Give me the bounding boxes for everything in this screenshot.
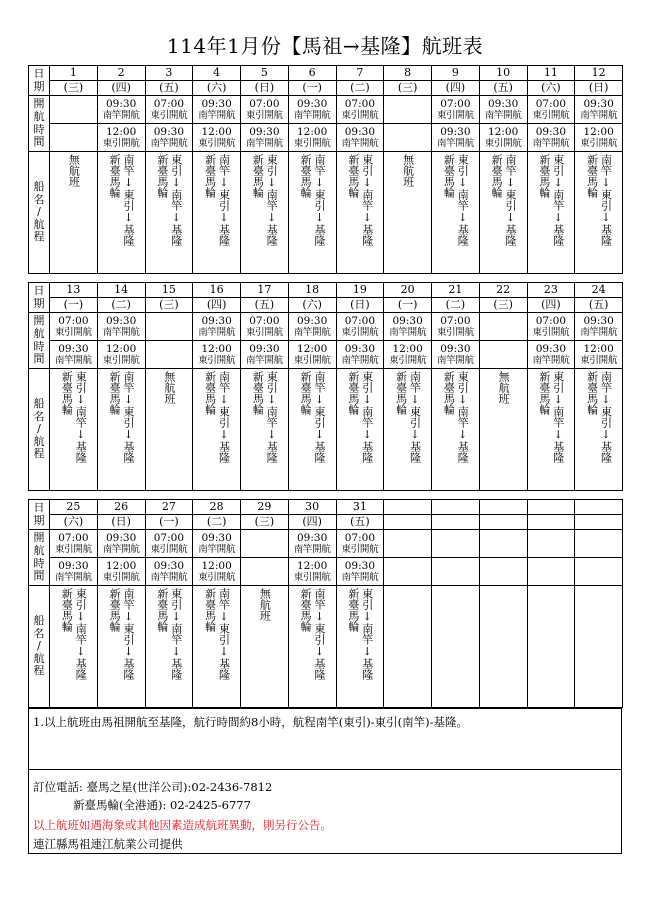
- departure-time-row-2: [29, 558, 623, 586]
- day-number-cell: 18: [288, 283, 336, 298]
- ship-route-cell: 新臺馬輪 南竿↓東引↓基隆: [288, 152, 336, 274]
- departure-cell: 09:30 南竿開航: [97, 313, 145, 341]
- departure-cell: [432, 530, 480, 558]
- day-number-cell: 29: [241, 500, 289, 515]
- schedule-table-block-2: [28, 282, 623, 491]
- departure-cell: [50, 96, 98, 124]
- departure-cell: [527, 558, 575, 586]
- departure-cell: 12:00 東引開航: [193, 341, 241, 369]
- ship-route-cell: 無航班: [241, 586, 289, 708]
- ship-route-cell: 新臺馬輪 東引↓南竿↓基隆: [432, 369, 480, 491]
- weekday-cell: [384, 515, 432, 530]
- departure-cell: 09:30 南竿開航: [288, 313, 336, 341]
- ship-route-cell: 新臺馬輪 南竿↓東引↓基隆: [97, 586, 145, 708]
- departure-cell: 09:30 南竿開航: [288, 530, 336, 558]
- departure-cell: 09:30 南竿開航: [50, 341, 98, 369]
- ship-route-cell: 新臺馬輪 東引↓南竿↓基隆: [432, 152, 480, 274]
- booking-phone-line-2: 新臺馬輪(全港通): 02-2425-6777: [73, 797, 251, 812]
- departure-cell: 12:00 東引開航: [384, 341, 432, 369]
- page-title: 114年1月份【馬祖→基隆】航班表: [166, 34, 484, 58]
- departure-cell: [527, 530, 575, 558]
- weekday-cell: (五): [336, 515, 384, 530]
- ship-route-cell: 無航班: [479, 369, 527, 491]
- departure-cell: [575, 530, 623, 558]
- departure-cell: [479, 530, 527, 558]
- ship-route-cell: 新臺馬輪 東引↓南竿↓基隆: [336, 152, 384, 274]
- weekday-cell: [527, 515, 575, 530]
- day-number-row: [29, 66, 623, 81]
- weekday-cell: [575, 515, 623, 530]
- row-label-date: 日 期: [29, 500, 50, 530]
- departure-time-row-1: [29, 313, 623, 341]
- weekday-cell: (日): [336, 298, 384, 313]
- departure-cell: [241, 530, 289, 558]
- day-number-cell: 27: [145, 500, 193, 515]
- weather-warning-note: 以上航班如遇海象或其他因素造成航班異動，則另行公告。: [33, 817, 332, 832]
- weekday-cell: (五): [575, 298, 623, 313]
- weekday-cell: (四): [288, 515, 336, 530]
- note-sailing-info: 1.以上航班由馬祖開航至基隆，航行時間約8小時，航程南竿(東引)-東引(南竿)-基隆。: [33, 715, 469, 729]
- departure-cell: 12:00 東引開航: [97, 341, 145, 369]
- day-number-cell: [527, 500, 575, 515]
- day-number-cell: 5: [241, 66, 289, 81]
- weekday-cell: (日): [575, 81, 623, 96]
- weekday-cell: (三): [479, 298, 527, 313]
- departure-cell: 12:00 東引開航: [288, 558, 336, 586]
- weekday-cell: (一): [288, 81, 336, 96]
- weekday-row: [29, 81, 623, 96]
- weekday-row: [29, 515, 623, 530]
- departure-cell: [479, 341, 527, 369]
- ship-route-cell: 新臺馬輪 東引↓南竿↓基隆: [50, 586, 98, 708]
- departure-cell: [432, 558, 480, 586]
- ship-route-cell: [432, 586, 480, 708]
- weekday-cell: (二): [193, 515, 241, 530]
- ship-route-cell: 新臺馬輪 南竿↓東引↓基隆: [575, 152, 623, 274]
- departure-cell: 09:30 南竿開航: [97, 96, 145, 124]
- departure-cell: 09:30 南竿開航: [288, 96, 336, 124]
- departure-cell: 07:00 東引開航: [336, 530, 384, 558]
- departure-cell: 07:00 東引開航: [527, 96, 575, 124]
- ship-route-cell: 無航班: [145, 369, 193, 491]
- departure-cell: 12:00 東引開航: [193, 558, 241, 586]
- departure-cell: 09:30 南竿開航: [145, 124, 193, 152]
- ship-route-cell: 新臺馬輪 南竿↓東引↓基隆: [479, 152, 527, 274]
- departure-cell: 09:30 南竿開航: [527, 341, 575, 369]
- departure-cell: [479, 558, 527, 586]
- ship-route-row: [29, 152, 623, 274]
- departure-time-row-2: [29, 341, 623, 369]
- weekday-cell: [479, 515, 527, 530]
- departure-cell: 09:30 南竿開航: [97, 530, 145, 558]
- weekday-cell: (二): [432, 298, 480, 313]
- day-number-cell: 17: [241, 283, 289, 298]
- day-number-cell: 9: [432, 66, 480, 81]
- weekday-cell: (三): [241, 515, 289, 530]
- weekday-cell: (日): [97, 515, 145, 530]
- departure-cell: 09:30 南竿開航: [336, 558, 384, 586]
- ship-route-cell: [575, 586, 623, 708]
- departure-cell: [575, 558, 623, 586]
- departure-cell: 09:30 南竿開航: [479, 96, 527, 124]
- weekday-cell: (六): [50, 515, 98, 530]
- day-number-cell: 10: [479, 66, 527, 81]
- booking-phone-label: 訂位電話:: [33, 780, 83, 794]
- departure-cell: 09:30 南竿開航: [241, 341, 289, 369]
- day-number-cell: 11: [527, 66, 575, 81]
- ship-route-cell: 新臺馬輪 東引↓南竿↓基隆: [527, 369, 575, 491]
- departure-cell: 07:00 東引開航: [336, 313, 384, 341]
- day-number-cell: 14: [97, 283, 145, 298]
- weekday-cell: (四): [527, 298, 575, 313]
- day-number-cell: 4: [193, 66, 241, 81]
- weekday-cell: (四): [432, 81, 480, 96]
- day-number-cell: 21: [432, 283, 480, 298]
- ship-route-cell: 新臺馬輪 南竿↓東引↓基隆: [288, 369, 336, 491]
- day-number-row: [29, 283, 623, 298]
- day-number-cell: 8: [384, 66, 432, 81]
- day-number-cell: 24: [575, 283, 623, 298]
- departure-cell: 07:00 東引開航: [432, 313, 480, 341]
- ship-route-cell: 新臺馬輪 東引↓南竿↓基隆: [527, 152, 575, 274]
- departure-cell: 09:30 南竿開航: [241, 124, 289, 152]
- provider-note: 連江縣馬祖連江航業公司提供: [33, 837, 183, 852]
- row-label-departure-time: 開 航 時 間: [29, 530, 50, 586]
- ship-route-cell: [479, 586, 527, 708]
- day-number-cell: 19: [336, 283, 384, 298]
- departure-cell: 09:30 南竿開航: [575, 313, 623, 341]
- departure-cell: 09:30 南竿開航: [193, 313, 241, 341]
- ship-route-cell: 新臺馬輪 南竿↓東引↓基隆: [575, 369, 623, 491]
- day-number-cell: 12: [575, 66, 623, 81]
- departure-time-row-1: [29, 530, 623, 558]
- ship-route-row: [29, 369, 623, 491]
- weekday-cell: (日): [241, 81, 289, 96]
- weekday-cell: (三): [384, 81, 432, 96]
- day-number-cell: 20: [384, 283, 432, 298]
- ship-route-cell: 新臺馬輪 東引↓南竿↓基隆: [50, 369, 98, 491]
- departure-time-row-2: [29, 124, 623, 152]
- ship-route-cell: 新臺馬輪 東引↓南竿↓基隆: [336, 369, 384, 491]
- departure-cell: 09:30 南竿開航: [527, 124, 575, 152]
- day-number-cell: 15: [145, 283, 193, 298]
- ship-route-cell: 新臺馬輪 東引↓南竿↓基隆: [336, 586, 384, 708]
- weekday-cell: (一): [384, 298, 432, 313]
- departure-cell: 12:00 東引開航: [193, 124, 241, 152]
- weekday-cell: (三): [50, 81, 98, 96]
- ship-route-cell: 新臺馬輪 南竿↓東引↓基隆: [193, 152, 241, 274]
- note-box-conditions: [28, 708, 622, 770]
- departure-cell: 09:30 南竿開航: [50, 558, 98, 586]
- ship-route-cell: 新臺馬輪 南竿↓東引↓基隆: [384, 369, 432, 491]
- day-number-cell: 6: [288, 66, 336, 81]
- departure-cell: [50, 124, 98, 152]
- weekday-cell: (三): [145, 298, 193, 313]
- ship-route-cell: 新臺馬輪 東引↓南竿↓基隆: [145, 586, 193, 708]
- day-number-cell: 28: [193, 500, 241, 515]
- weekday-cell: [432, 515, 480, 530]
- departure-cell: 09:30 南竿開航: [145, 558, 193, 586]
- note-box-contact: [28, 770, 622, 854]
- departure-time-row-1: [29, 96, 623, 124]
- departure-cell: [479, 313, 527, 341]
- weekday-row: [29, 298, 623, 313]
- departure-cell: 07:00 東引開航: [50, 313, 98, 341]
- weekday-cell: (二): [336, 81, 384, 96]
- ship-route-cell: 無航班: [384, 152, 432, 274]
- day-number-cell: 16: [193, 283, 241, 298]
- ship-route-cell: 無航班: [50, 152, 98, 274]
- row-label-ship-route: 船 名 / 航 程: [29, 152, 50, 274]
- day-number-row: [29, 500, 623, 515]
- ship-route-cell: 新臺馬輪 南竿↓東引↓基隆: [193, 586, 241, 708]
- departure-cell: [384, 558, 432, 586]
- ship-route-cell: 新臺馬輪 東引↓南竿↓基隆: [145, 152, 193, 274]
- weekday-cell: (五): [241, 298, 289, 313]
- ship-route-cell: 新臺馬輪 南竿↓東引↓基隆: [97, 369, 145, 491]
- schedule-table-block-1: [28, 65, 623, 274]
- departure-cell: [145, 341, 193, 369]
- day-number-cell: [479, 500, 527, 515]
- weekday-cell: (一): [145, 515, 193, 530]
- ship-route-cell: 新臺馬輪 南竿↓東引↓基隆: [97, 152, 145, 274]
- departure-cell: [384, 124, 432, 152]
- departure-cell: 12:00 東引開航: [97, 124, 145, 152]
- day-number-cell: 3: [145, 66, 193, 81]
- block-spacer: [28, 491, 622, 499]
- row-label-ship-route: 船 名 / 航 程: [29, 369, 50, 491]
- departure-cell: 12:00 東引開航: [288, 341, 336, 369]
- day-number-cell: 26: [97, 500, 145, 515]
- ship-route-row: [29, 586, 623, 708]
- schedule-table-block-3: [28, 499, 623, 708]
- departure-cell: 07:00 東引開航: [336, 96, 384, 124]
- row-label-date: 日 期: [29, 66, 50, 96]
- row-label-date: 日 期: [29, 283, 50, 313]
- departure-cell: 09:30 南竿開航: [432, 341, 480, 369]
- day-number-cell: 31: [336, 500, 384, 515]
- row-label-departure-time: 開 航 時 間: [29, 313, 50, 369]
- departure-cell: [384, 530, 432, 558]
- row-label-departure-time: 開 航 時 間: [29, 96, 50, 152]
- ship-route-cell: 新臺馬輪 南竿↓東引↓基隆: [193, 369, 241, 491]
- departure-cell: [384, 96, 432, 124]
- departure-cell: 12:00 東引開航: [479, 124, 527, 152]
- weekday-cell: (五): [479, 81, 527, 96]
- departure-cell: [145, 313, 193, 341]
- departure-cell: 09:30 南竿開航: [193, 530, 241, 558]
- day-number-cell: 25: [50, 500, 98, 515]
- day-number-cell: [384, 500, 432, 515]
- departure-cell: 09:30 南竿開航: [336, 124, 384, 152]
- day-number-cell: 22: [479, 283, 527, 298]
- departure-cell: 07:00 東引開航: [241, 313, 289, 341]
- ship-route-cell: [527, 586, 575, 708]
- day-number-cell: [432, 500, 480, 515]
- booking-phone-taima-star: 臺馬之星(世洋公司):02-2436-7812: [86, 780, 273, 794]
- departure-cell: 07:00 東引開航: [432, 96, 480, 124]
- booking-phone-line-1: [33, 779, 617, 797]
- row-label-ship-route: 船 名 / 航 程: [29, 586, 50, 708]
- departure-cell: 07:00 東引開航: [527, 313, 575, 341]
- departure-cell: 09:30 南竿開航: [384, 313, 432, 341]
- weekday-cell: (四): [193, 298, 241, 313]
- departure-cell: 12:00 東引開航: [575, 341, 623, 369]
- departure-cell: 09:30 南竿開航: [575, 96, 623, 124]
- weekday-cell: (二): [97, 298, 145, 313]
- departure-cell: [241, 558, 289, 586]
- departure-cell: 09:30 南竿開航: [432, 124, 480, 152]
- departure-cell: 07:00 東引開航: [145, 530, 193, 558]
- day-number-cell: 2: [97, 66, 145, 81]
- weekday-cell: (六): [288, 298, 336, 313]
- weekday-cell: (四): [97, 81, 145, 96]
- departure-cell: 07:00 東引開航: [50, 530, 98, 558]
- day-number-cell: [575, 500, 623, 515]
- departure-cell: 07:00 東引開航: [145, 96, 193, 124]
- day-number-cell: 1: [50, 66, 98, 81]
- departure-cell: 09:30 南竿開航: [336, 341, 384, 369]
- ship-route-cell: 新臺馬輪 南竿↓東引↓基隆: [288, 586, 336, 708]
- day-number-cell: 7: [336, 66, 384, 81]
- day-number-cell: 13: [50, 283, 98, 298]
- weekday-cell: (五): [145, 81, 193, 96]
- ship-route-cell: 新臺馬輪 東引↓南竿↓基隆: [241, 369, 289, 491]
- weekday-cell: (六): [527, 81, 575, 96]
- day-number-cell: 30: [288, 500, 336, 515]
- ship-route-cell: 新臺馬輪 東引↓南竿↓基隆: [241, 152, 289, 274]
- block-spacer: [28, 274, 622, 282]
- departure-cell: 12:00 東引開航: [97, 558, 145, 586]
- day-number-cell: 23: [527, 283, 575, 298]
- departure-cell: 09:30 南竿開航: [193, 96, 241, 124]
- ship-route-cell: [384, 586, 432, 708]
- weekday-cell: (一): [50, 298, 98, 313]
- departure-cell: 12:00 東引開航: [288, 124, 336, 152]
- departure-cell: 12:00 東引開航: [575, 124, 623, 152]
- departure-cell: 07:00 東引開航: [241, 96, 289, 124]
- weekday-cell: (六): [193, 81, 241, 96]
